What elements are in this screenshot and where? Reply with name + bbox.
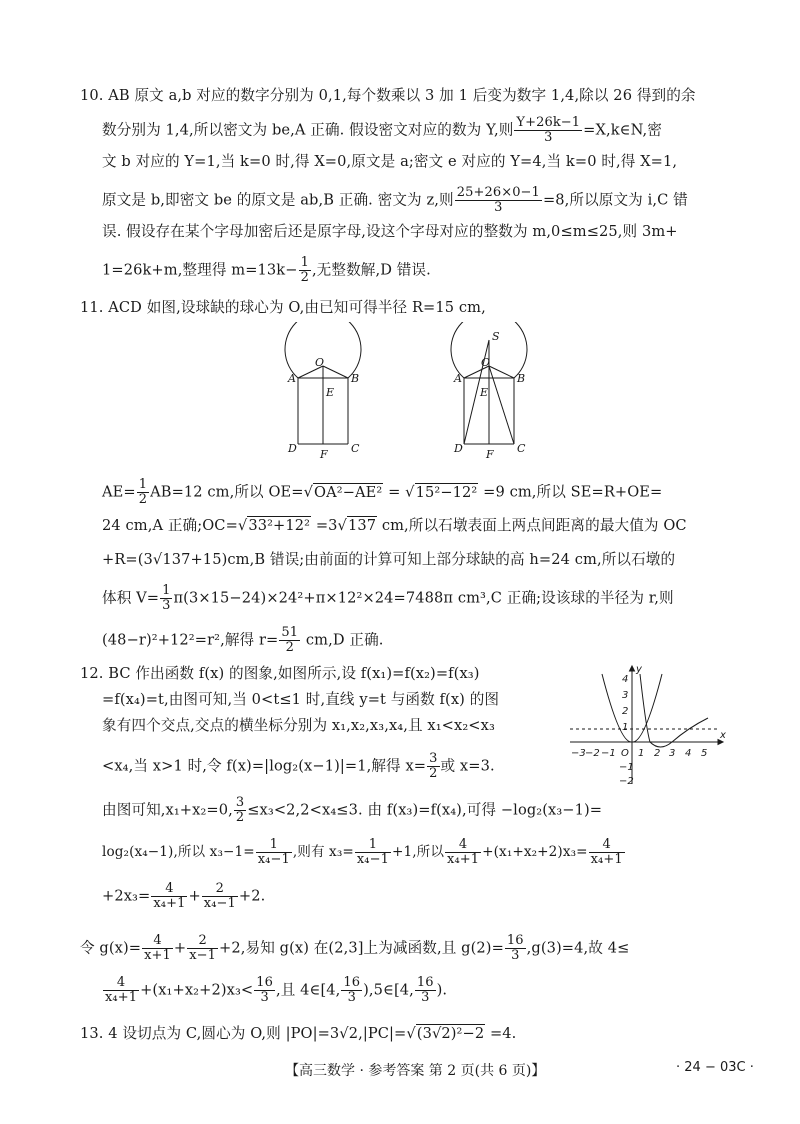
- fraction: [341, 976, 362, 1005]
- page-footer: 【高三数学 · 参考答案 第 2 页(共 6 页)】: [285, 1063, 546, 1079]
- fraction-denominator: 3: [347, 990, 356, 1005]
- q11-line-6: [102, 626, 752, 655]
- q11-l2-text-a: AE=: [102, 483, 136, 501]
- q10-l2-text-a: 数分别为 1,4,所以密文为 be,A 正确. 假设密文对应的数为 Y,则: [102, 121, 514, 139]
- fraction-denominator: 2: [429, 766, 438, 781]
- fraction-denominator: x₄−1: [257, 852, 290, 867]
- q10-l4-text-b: =8,所以原文为 i,C 错: [542, 191, 688, 209]
- q10-line-3: 文 b 对应的 Y=1,当 k=0 时,得 X=0,原文是 a;密文 e 对应的 Y=4,当 k=0 时,得 X=1,: [102, 153, 678, 170]
- q10-l6-text-a: 1=26k+m,整理得 m=13k−: [102, 261, 298, 279]
- q12-l9-text-d: ).: [436, 981, 448, 999]
- fraction: [415, 976, 436, 1005]
- fraction-numerator: 16: [343, 975, 361, 990]
- q12-l8-text-d: ,g(3)=4,故 4≤: [526, 939, 630, 957]
- segment-bo: [323, 366, 348, 378]
- y-tick: −1: [619, 762, 634, 773]
- fraction: [142, 934, 173, 963]
- q11-l2-text-b: AB=12 cm,所以 OE=√: [150, 483, 314, 501]
- fraction-denominator: 2: [300, 270, 309, 285]
- fraction-denominator: x−1: [189, 948, 217, 963]
- q12-l5-text-b: ≤x₃<2,2<x₄≤3. 由 f(x₃)=f(x₄),可得 −log₂(x₃−1)=: [247, 801, 603, 819]
- y-tick: 2: [622, 706, 629, 717]
- x-tick: −1: [601, 748, 616, 759]
- fraction-numerator: 4: [103, 976, 139, 991]
- sqrt-radicand: (3√2)²−2: [416, 1025, 485, 1042]
- label-a: A: [454, 372, 462, 385]
- q12-l8-text-b: +: [173, 939, 187, 957]
- fraction-denominator: 3: [511, 948, 520, 963]
- fraction-denominator: 3: [260, 990, 269, 1005]
- y-axis-label: y: [636, 664, 642, 675]
- fraction: [234, 796, 246, 825]
- fraction: [514, 116, 582, 145]
- q12-line-1: 12. BC 作出函数 f(x) 的图象,如图所示,设 f(x₁)=f(x₂)=f(x₃): [80, 665, 480, 682]
- fraction-denominator: x₄+1: [447, 852, 480, 867]
- q11-l6-text-b: cm,D 正确.: [301, 631, 384, 649]
- label-o: O: [315, 356, 325, 369]
- q12-l7-text-a: +2x₃=: [102, 887, 151, 905]
- y-tick: −2: [619, 776, 634, 787]
- fraction-denominator: x₄+1: [105, 990, 138, 1005]
- label-e: E: [480, 386, 489, 399]
- fraction: [151, 882, 187, 911]
- q11-l5-text-b: π(3×15−24)×24²+π×12²×24=7488π cm³,C 正确;设该球的半径为 r,则: [173, 589, 674, 607]
- label-c: C: [517, 442, 526, 455]
- q11-l3-text-c: cm,所以石墩表面上两点间距离的最大值为 OC: [377, 517, 687, 534]
- fraction-denominator: 3: [162, 598, 171, 613]
- x-tick: 5: [701, 748, 708, 759]
- q11-l3-text-b: =3√: [311, 517, 347, 534]
- fraction-numerator: 51: [281, 625, 299, 640]
- fraction: [254, 976, 275, 1005]
- q12-line-8: [80, 934, 730, 963]
- fraction-numerator: 3: [235, 795, 245, 810]
- fraction-numerator: 1: [256, 838, 292, 853]
- figure-left: [285, 322, 361, 444]
- label-o: O: [481, 356, 491, 369]
- q12-l5-text-a: 由图可知,x₁+x₂=0,: [102, 801, 233, 819]
- fraction-numerator: 2: [187, 934, 218, 949]
- y-tick: 1: [622, 722, 629, 733]
- figure-right: [451, 322, 527, 444]
- fraction-numerator: 1: [162, 583, 171, 598]
- q10-line-4: [102, 186, 752, 215]
- x-tick: −2: [585, 748, 600, 759]
- q11-l6-text-a: (48−r)²+12²=r²,解得 r=: [102, 631, 279, 649]
- function-graph: [568, 662, 728, 790]
- fraction-denominator: x₄−1: [356, 852, 389, 867]
- q12-line-2: =f(x₄)=t,由图可知,当 0<t≤1 时,直线 y=t 与函数 f(x) 的图: [102, 691, 500, 708]
- fraction: [427, 752, 439, 781]
- label-a: A: [288, 372, 296, 385]
- fraction-numerator: 4: [589, 838, 625, 853]
- x-tick: 1: [638, 748, 645, 759]
- q11-line-4: +R=(3√137+15)cm,B 错误;由前面的计算可知上部分球缺的高 h=24 cm,所以石墩的: [102, 551, 676, 568]
- fraction-numerator: 1: [138, 477, 148, 492]
- fraction-denominator: 2: [138, 492, 148, 507]
- fraction-numerator: 25+26×0−1: [456, 185, 540, 200]
- fraction: [160, 584, 172, 613]
- q12-l7-text-c: +2.: [238, 887, 266, 905]
- fraction: [137, 478, 149, 507]
- label-d: D: [288, 442, 297, 455]
- q13-line-1: [80, 1024, 730, 1044]
- fraction-denominator: 2: [285, 640, 294, 655]
- q11-line-3: [102, 516, 752, 536]
- q12-line-7: [102, 882, 752, 911]
- curve-right-branch: [640, 674, 708, 747]
- q11-l5-text-a: 体积 V=: [102, 589, 160, 607]
- fraction: [279, 626, 300, 655]
- q12-l9-text-c: ),5∈[4,: [363, 981, 414, 999]
- label-b: B: [517, 372, 526, 385]
- q11-l3-text-a: 24 cm,A 正确;OC=√: [102, 517, 248, 534]
- x-tick: 4: [685, 748, 692, 759]
- q11-line-1: 11. ACD 如图,设球缺的球心为 O,由已知可得半径 R=15 cm,: [80, 299, 486, 316]
- label-f: F: [486, 448, 494, 461]
- q12-l6-text-b: ,则有 x₃=: [292, 844, 354, 860]
- fraction-denominator: x+1: [144, 948, 171, 963]
- q12-line-6: [102, 838, 752, 867]
- fraction: [589, 838, 625, 867]
- fraction: [256, 838, 292, 867]
- q10-line-1: 10. AB 原文 a,b 对应的数字分别为 0,1,每个数乘以 3 加 1 后变为数字 1,4,除以 26 得到的余: [80, 87, 696, 104]
- fraction: [445, 838, 481, 867]
- paper-code: · 24 − 03C ·: [676, 1060, 754, 1075]
- fraction-denominator: x₄+1: [153, 896, 186, 911]
- q12-l4-text-a: <x₄,当 x>1 时,令 f(x)=|log₂(x−1)|=1,解得 x=: [102, 757, 427, 775]
- q12-line-9: [102, 976, 752, 1005]
- sqrt-radicand: 137: [347, 517, 377, 534]
- label-f: F: [320, 448, 328, 461]
- origin-label: O: [621, 748, 629, 759]
- label-d: D: [454, 442, 463, 455]
- q11-line-2: [102, 478, 752, 507]
- q13-l1-text-b: =4.: [485, 1025, 517, 1042]
- q12-l6-text-d: +(x₁+x₂+2)x₃=: [482, 844, 588, 860]
- fraction: [505, 934, 526, 963]
- x-tick: 3: [669, 748, 676, 759]
- y-tick: 4: [622, 674, 629, 685]
- fraction-denominator: 2: [235, 810, 245, 825]
- q13-l1-text-a: 13. 4 设切点为 C,圆心为 O,则 |PO|=3√2,|PC|=√: [80, 1025, 416, 1042]
- fraction-denominator: 3: [544, 130, 553, 145]
- fraction-numerator: 16: [416, 975, 434, 990]
- fraction-numerator: 16: [506, 933, 524, 948]
- q12-line-3: 象有四个交点,交点的横坐标分别为 x₁,x₂,x₃,x₄,且 x₁<x₂<x₃: [102, 717, 495, 734]
- fraction-denominator: 3: [494, 200, 503, 215]
- q11-line-5: [102, 584, 752, 613]
- fraction: [103, 976, 139, 1005]
- q12-l7-text-b: +: [188, 887, 201, 905]
- x-tick: 2: [654, 748, 661, 759]
- label-e: E: [326, 386, 335, 399]
- sqrt-radicand: 33²+12²: [248, 517, 311, 534]
- q12-l4-text-b: 或 x=3.: [440, 757, 495, 775]
- x-tick: −3: [571, 748, 586, 759]
- fraction-numerator: 4: [151, 882, 187, 897]
- fraction-numerator: 16: [256, 975, 273, 990]
- q11-l2-text-d: =9 cm,所以 SE=R+OE=: [478, 483, 663, 501]
- fraction: [202, 882, 238, 911]
- q10-l4-text-a: 原文是 b,即密文 be 的原文是 ab,B 正确. 密文为 z,则: [102, 191, 454, 209]
- fraction-numerator: 4: [142, 934, 173, 949]
- q12-l6-text-a: log₂(x₄−1),所以 x₃−1=: [102, 844, 255, 860]
- y-tick: 3: [622, 690, 629, 701]
- q10-l2-text-b: =X,k∈N,密: [583, 121, 662, 139]
- x-axis-label: x: [720, 730, 726, 741]
- fraction-denominator: x₄−1: [203, 896, 236, 911]
- q10-line-5: 误. 假设存在某个字母加密后还是原字母,设这个字母对应的整数为 m,0≤m≤25,则 3m+: [102, 223, 678, 240]
- q10-l6-text-b: ,无整数解,D 错误.: [311, 261, 431, 279]
- q12-l8-text-a: 令 g(x)=: [80, 939, 142, 957]
- fraction-numerator: 4: [445, 838, 481, 853]
- sqrt-radicand: 15²−12²: [415, 483, 478, 501]
- q10-line-6: [102, 256, 752, 285]
- fraction-numerator: 2: [202, 882, 238, 897]
- label-s: S: [492, 330, 500, 343]
- fraction: [187, 934, 218, 963]
- fraction: [355, 838, 391, 867]
- fraction-numerator: Y+26k−1: [516, 115, 581, 130]
- q12-l8-text-c: +2,易知 g(x) 在(2,3]上为减函数,且 g(2)=: [219, 939, 504, 957]
- fraction-denominator: x₄+1: [590, 852, 623, 867]
- fraction-numerator: 1: [300, 255, 309, 270]
- y-axis-arrow: [630, 666, 635, 671]
- q12-l9-text-a: +(x₁+x₂+2)x₃<: [140, 981, 254, 999]
- label-b: B: [351, 372, 360, 385]
- q11-l2-text-c: = √: [383, 483, 415, 501]
- label-c: C: [351, 442, 360, 455]
- q10-line-2: [102, 116, 752, 145]
- fraction-numerator: 3: [429, 751, 438, 766]
- q12-l6-text-c: +1,所以: [391, 844, 445, 860]
- stone-pier-figures: [284, 322, 544, 462]
- fraction: [299, 256, 311, 285]
- q12-l9-text-b: ,且 4∈[4,: [276, 981, 341, 999]
- fraction-denominator: 3: [421, 990, 430, 1005]
- fraction: [455, 186, 542, 215]
- sqrt-radicand: OA²−AE²: [314, 483, 383, 501]
- q12-line-5: [102, 796, 752, 825]
- fraction-numerator: 1: [355, 838, 391, 853]
